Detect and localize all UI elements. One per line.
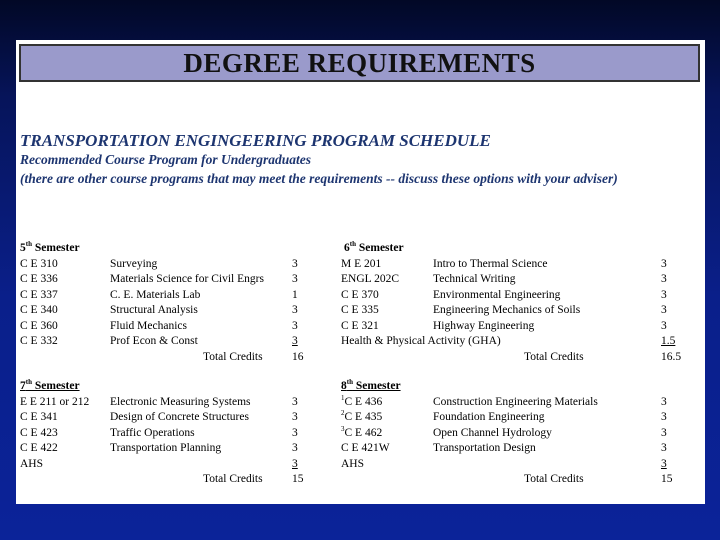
course-row: $^3$C E 462 Open Channel Hydrology 3	[341, 424, 667, 439]
course-row: C E 336 Materials Science for Civil Engrs 3	[20, 273, 298, 285]
course-row: C E 321 Highway Engineering 3	[341, 319, 667, 332]
course-row: C E 341 Design of Concrete Structures 3	[20, 411, 298, 423]
program-subheading: Recommended Course Program for Undergraduates	[20, 152, 312, 167]
semester-6	[341, 241, 701, 365]
course-row: AHS 3	[20, 457, 298, 470]
course-row: C E 360 Fluid Mechanics 3	[20, 319, 298, 332]
semester-5	[20, 241, 320, 365]
semester-7	[20, 379, 320, 488]
total-row: Total Credits 16	[203, 350, 304, 363]
course-row: C E 370 Environmental Engineering 3	[341, 288, 667, 301]
program-heading: TRANSPORTATION ENGINGEERING PROGRAM SCHEDULE	[20, 131, 491, 150]
semester-5-title: 5th Semester	[20, 240, 80, 254]
course-row: Health & Physical Activity (GHA) 1.5	[341, 335, 676, 347]
course-row: $^2$C E 435 Foundation Engineering 3	[341, 409, 667, 423]
semester-8	[341, 379, 701, 488]
slide-title: DEGREE REQUIREMENTS	[19, 44, 700, 82]
course-row: AHS 3	[341, 457, 667, 470]
semester-8-title: 8th Semester	[341, 378, 401, 392]
course-row: ENGL 202C Technical Writing 3	[341, 273, 667, 285]
course-row: C E 335 Engineering Mechanics of Soils 3	[341, 304, 667, 316]
total-row: Total Credits 15	[203, 473, 304, 485]
course-row: C E 332 Prof Econ & Const 3	[20, 335, 298, 347]
slide	[16, 40, 705, 504]
course-row: E E 211 or 212 Electronic Measuring Systems 3	[20, 395, 298, 408]
course-row: C E 310 Surveying 3	[20, 257, 298, 270]
total-row: Total Credits 16.5	[524, 350, 682, 363]
course-row: C E 337 C. E. Materials Lab 1	[20, 288, 298, 301]
course-row: M E 201 Intro to Thermal Science 3	[341, 257, 667, 270]
program-note: (there are other course programs that may meet the requirements -- discuss these options with your adviser)	[20, 171, 618, 186]
total-row: Total Credits 15	[524, 473, 673, 485]
course-row: C E 421W Transportation Design 3	[341, 442, 667, 454]
course-row: C E 422 Transportation Planning 3	[20, 442, 298, 454]
course-row: C E 423 Traffic Operations 3	[20, 426, 298, 439]
course-row: $^1$C E 436 Construction Engineering Materials 3	[341, 393, 667, 408]
course-row: C E 340 Structural Analysis 3	[20, 304, 298, 316]
semester-6-title: 6th Semester	[344, 240, 404, 254]
semester-7-title: 7th Semester	[20, 378, 80, 392]
